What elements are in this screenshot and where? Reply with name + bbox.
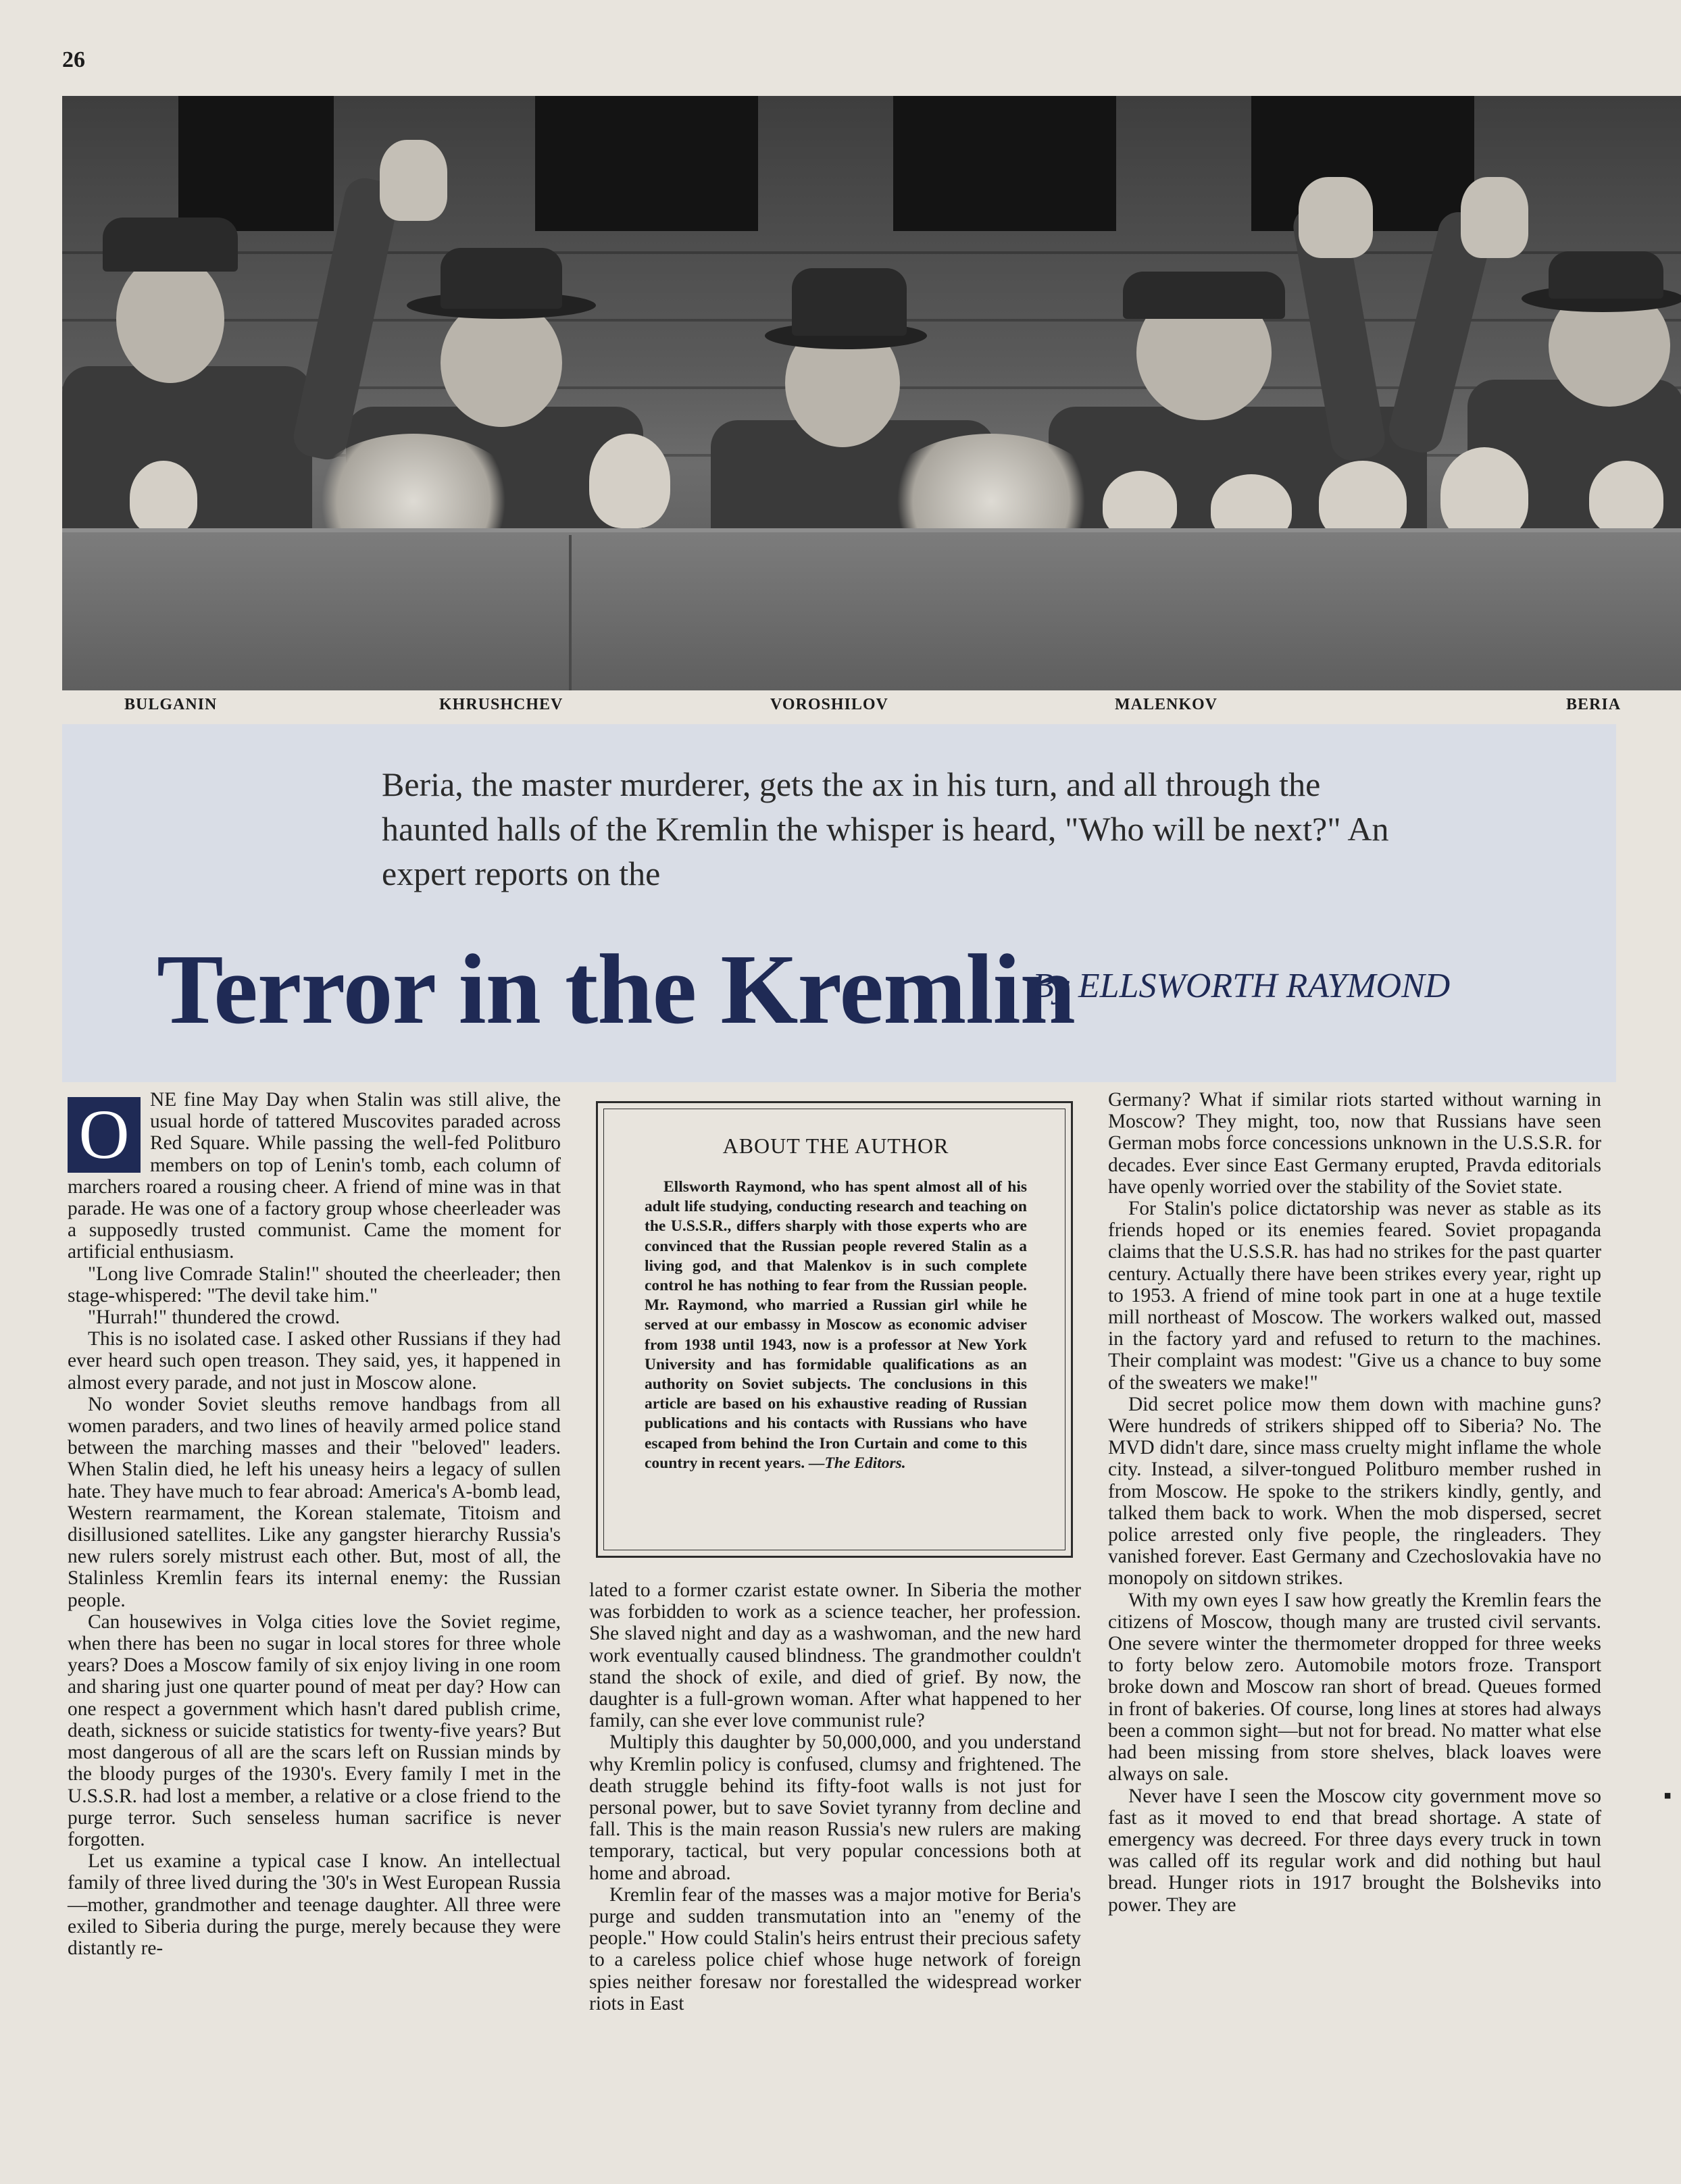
paragraph: Can housewives in Volga cities love the Soviet regime, when there has been no sugar in local stores for three whole years? Does a Moscow family of six enjoy living in one room and sharing just one quarter pound of meat per day? How can one respect a government which hasn't dared publish crime, death, sickness or suicide statistics for twenty-five years? But most dangerous of all are the scars left on Russian minds by the bloody purges of the 1930's. Every family I met in the U.S.S.R. had lost a member, a relative or a close friend to the purge terror. Such senseless human sacrifice is never forgotten.	[68, 1610, 561, 1850]
editors-signature: —The Editors.	[809, 1454, 906, 1472]
about-the-author-text: Ellsworth Raymond, who has spent almost all of his adult life studying, conducting research and teaching on the U.S.S.R., differs sharply with those experts who are convinced that the Russian people revered Stalin as a living god, and that Malenkov is in such complete control he has nothing to fear from the Russian people. Mr. Raymond, who married a Russian girl while he served at our embassy in Moscow as economic adviser from 1938 until 1943, now is a professor at New York University and has formidable qualifications as an authority on Soviet subjects. The conclusions in this article are based on his exhaustive reading of Russian publications and his contacts with Russians who have escaped from behind the Iron Curtain and come to this country in recent years. —The Editors.	[645, 1178, 1027, 1472]
caption-malenkov: MALENKOV	[1115, 696, 1218, 713]
about-the-author-heading: ABOUT THE AUTHOR	[722, 1134, 949, 1158]
paragraph: Kremlin fear of the masses was a major motive for Beria's purge and sudden transmutation into an "enemy of the people." How could Stalin's heirs entrust their precious safety to a careless police chief whose huge network of foreign spies neither foresaw nor forestalled the widespread worker riots in East	[589, 1883, 1081, 2014]
paragraph: "Hurrah!" thundered the crowd.	[88, 1306, 341, 1329]
paragraph: This is no isolated case. I asked other Russians if they had ever heard such open treason. They said, yes, it happened in almost every parade, and not just in Moscow alone.	[68, 1328, 561, 1394]
paragraph: For Stalin's police dictatorship was never as stable as its friends hoped or its enemies feared. Soviet propaganda claims that the U.S.S.R. has had no strikes for the past quarter century. Actually there have been strikes every year, right up to 1953. A friend of mine took part in one at a huge textile mill northeast of Moscow. The workers walked out, massed in the factory yard and refused to return to the machines. Their complaint was modest: "Give us a chance to buy some of the sweaters we make!"	[1108, 1198, 1601, 1394]
paragraph: Let us examine a typical case I know. An intellectual family of three lived during the '30's in West European Russia—mother, grandmother and teenage daughter. All three were exiled to Siberia during the purge, merely because they were distantly re-	[68, 1850, 561, 1959]
caption-beria: BERIA	[1566, 696, 1622, 713]
paragraph: "Long live Comrade Stalin!" shouted the cheerleader; then stage-whispered: "The devil take him."	[68, 1263, 561, 1306]
paragraph: Germany? What if similar riots started without warning in Moscow? They might, too, now that Russians have seen German mobs force concessions unknown in the U.S.S.R. for decades. Ever since East Germany erupted, Pravda editorials have openly worried over the stability of the Soviet state.	[1108, 1089, 1601, 1198]
drop-cap: O	[68, 1097, 141, 1173]
photo-captions	[62, 696, 1681, 723]
column-2	[589, 1579, 1081, 2014]
caption-voroshilov: VOROSHILOV	[770, 696, 888, 713]
page-number: 26	[62, 47, 85, 72]
article-title: Terror in the Kremlin	[157, 934, 1075, 1045]
margin-mark: ▪	[1663, 1783, 1672, 1808]
paragraph: With my own eyes I saw how greatly the Kremlin fears the citizens of Moscow, though many are trusted civil servants. One severe winter the thermometer dropped for three weeks to forty below zero. Automobile motors froze. Transport broke down and Moscow ran short of bread. Queues formed in front of bakeries. Of course, long lines at stores had always been a common sight—but not for bread. No matter what else had been missing from store shelves, black loaves were always on sale.	[1108, 1589, 1601, 1785]
article-byline: By ELLSWORTH RAYMOND	[1032, 967, 1451, 1005]
paragraph: O NE fine May Day when Stalin was still alive, the usual horde of tattered Muscovites paraded across Red Square. While passing the well-fed Politburo members on top of Lenin's tomb, each column of marchers roared a rousing cheer. A friend of mine was in that parade. He was one of a factory group whose cheerleader was a supposedly trusted communist. Came the moment for artificial enthusiasm.	[68, 1089, 561, 1263]
caption-khrushchev: KHRUSHCHEV	[439, 696, 563, 713]
paragraph: Never have I seen the Moscow city government move so fast as it moved to end that bread shortage. A state of emergency was decreed. For three days every truck in town was called off its regular work and did nothing but haul bread. Hunger riots in 1917 brought the Bolsheviks into power. They are	[1108, 1785, 1601, 1916]
caption-bulganin: BULGANIN	[124, 696, 218, 713]
paragraph: lated to a former czarist estate owner. In Siberia the mother was forbidden to work as a science teacher, her profession. She slaved night and day as a washwoman, and the new hard work eventually caused blindness. The grandmother couldn't stand the shock of exile, and died of grief. By now, the daughter is a full-grown woman. After what happened to her family, can she ever love communist rule?	[589, 1579, 1081, 1732]
article-deck: Beria, the master murderer, gets the ax in his turn, and all through the haunted halls of the Kremlin the whisper is heard, "Who will be next?" An expert reports on the	[382, 765, 1389, 892]
column-1	[68, 1089, 561, 1959]
about-the-author-box	[596, 1101, 1073, 1558]
lenin-tomb-photo	[62, 96, 1681, 690]
column-3	[1108, 1089, 1601, 1916]
paragraph: Did secret police mow them down with machine guns? Were hundreds of strikers shipped off to Siberia? No. The MVD didn't dare, since mass cruelty might inflame the whole city. Instead, a silver-tongued Politburo member rushed in from Moscow. He spoke to the strikers kindly, gently, and talked them back to work. When the mob dispersed, secret police arrested only five people, the ringleaders. They vanished forever. East Germany and Czechoslovakia have no monopoly on sitdown strikes.	[1108, 1393, 1601, 1590]
paragraph: No wonder Soviet sleuths remove handbags from all women paraders, and two lines of heavily armed police stand between the marching masses and their "beloved" leaders. When Stalin died, he left his uneasy heirs a legacy of sullen hate. They have much to fear abroad: America's A-bomb lead, Western rearmament, the Korean stalemate, Titoism and disillusioned satellites. Like any gangster hierarchy Russia's new rulers sorely mistrust each other. But, most of all, the Stalinless Kremlin fears its internal enemy: the Russian people.	[68, 1393, 561, 1611]
paragraph: Multiply this daughter by 50,000,000, and you understand why Kremlin policy is confused, clumsy and frightened. The death struggle behind its fifty-foot walls is not just for personal power, but to save Soviet tyranny from decline and fall. This is the main reason Russia's new rulers are making temporary, tactical, but very popular concessions both at home and abroad.	[589, 1731, 1081, 1884]
